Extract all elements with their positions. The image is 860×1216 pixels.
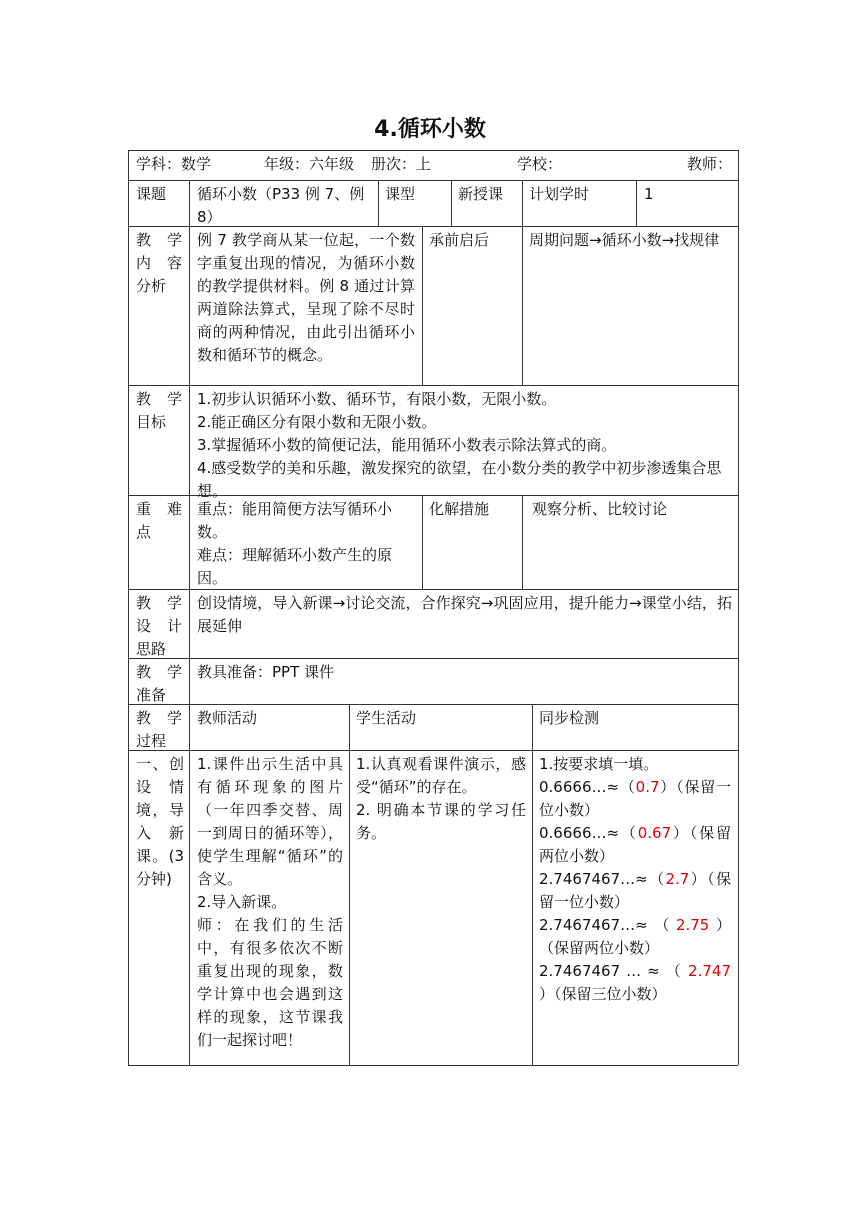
- check-item: 0.6666…≈（0.67）（保留两位小数）: [539, 824, 731, 865]
- check-answer: 2.7: [665, 870, 690, 888]
- teacher-field: 教师：: [687, 155, 733, 173]
- column-divider: [636, 180, 637, 226]
- content-analysis-label: 教 学 内 容 分析: [136, 231, 182, 295]
- difficulty-point: 难点：理解循环小数产生的原因。: [197, 546, 393, 587]
- goals-list: [197, 388, 732, 503]
- goals-label: 教 学 目标: [136, 390, 182, 431]
- volume-field: 册次：上: [371, 155, 432, 173]
- table-border-right: [738, 150, 739, 1065]
- check-answer: 0.7: [635, 778, 660, 796]
- column-divider: [422, 495, 423, 589]
- planned-hours-label: 计划学时: [529, 185, 590, 203]
- check-answer: 2.747: [688, 962, 731, 980]
- row-divider: [128, 750, 738, 751]
- check-answer: 0.67: [637, 824, 672, 842]
- table-border-top: [128, 150, 738, 151]
- lesson-type-value: 新授课: [458, 185, 504, 203]
- row-divider: [128, 704, 738, 705]
- teacher-activity-item: 2.导入新课。: [197, 893, 287, 911]
- key-point: 重点：能用简便方法写循环小数。: [197, 500, 393, 541]
- goal-item: 3.掌握循环小数的简便记法，能用循环小数表示除法算式的商。: [197, 436, 617, 454]
- check-title: 1.按要求填一填。: [539, 755, 659, 773]
- column-divider: [451, 180, 452, 226]
- measures-text: 观察分析、比较讨论: [532, 500, 668, 518]
- student-activity-item: 1.认真观看课件演示，感受“循环”的存在。: [356, 755, 526, 796]
- key-points-label: 重 难 点: [136, 500, 182, 541]
- column-divider: [378, 180, 379, 226]
- label-column-divider: [189, 180, 190, 1065]
- content-analysis-text: 例 7 教学商从某一位起，一个数字重复出现的情况，为循环小数的教学提供材料。例 8 通过计算两道除法算式，呈现了除不尽时商的两种情况，由此引出循环小数和循环节的概念。: [197, 231, 415, 364]
- student-activity-item: 2. 明确本节课的学习任务。: [356, 801, 526, 842]
- goal-item: 1.初步认识循环小数、循环节，有限小数，无限小数。: [197, 390, 557, 408]
- table-border-bottom: [128, 1065, 738, 1066]
- column-divider: [422, 226, 423, 385]
- goal-item: 4.感受数学的美和乐趣，激发探究的欲望，在小数分类的教学中初步渗透集合思想。: [197, 459, 722, 500]
- sync-check-header: 同步检测: [539, 709, 600, 727]
- check-answer: 2.75: [675, 916, 710, 934]
- stage-label: 一、创设 情境，导入 新课。(3 分钟): [136, 755, 184, 888]
- grade-field: 年级：六年级: [264, 155, 355, 173]
- topic-value: 循环小数（P33 例 7、例 8）: [197, 185, 365, 226]
- continuity-text: 周期问题→循环小数→找规律: [529, 231, 720, 249]
- key-points-text: [197, 498, 417, 590]
- check-item: 2.7467467…≈（2.7）（保留一位小数）: [539, 870, 731, 911]
- process-label: 教 学 过程: [136, 709, 182, 750]
- preparation-text: 教具准备：PPT 课件: [197, 663, 335, 681]
- teacher-activity-item: 1.课件出示生活中具有循环现象的图片（一年四季交替、周一到周日的循环等），使学生理解“循环”的含义。: [197, 755, 343, 888]
- teacher-activity-item: 师：在我们的生活中，有很多依次不断重复出现的现象，数学计算中也会遇到这样的现象，这节课我们一起探讨吧！: [197, 916, 343, 1049]
- subject-field: 学科：数学: [136, 155, 212, 173]
- row-divider: [128, 385, 738, 386]
- column-divider: [522, 226, 523, 385]
- table-border-left: [128, 150, 129, 1065]
- student-activity-text: [356, 753, 526, 845]
- preparation-label: 教 学 准备: [136, 663, 182, 704]
- column-divider: [522, 180, 523, 226]
- lesson-type-label: 课型: [385, 185, 416, 203]
- topic-label: 课题: [136, 185, 167, 203]
- design-text: 创设情境，导入新课→讨论交流，合作探究→巩固应用，提升能力→课堂小结，拓展延伸: [197, 594, 732, 635]
- sync-check-text: [539, 753, 731, 1006]
- continuity-label: 承前启后: [429, 231, 490, 249]
- check-item: 2.7467467 … ≈ （ 2.747 ）（保留三位小数）: [539, 962, 731, 1003]
- student-activity-header: 学生活动: [356, 709, 417, 727]
- goal-item: 2.能正确区分有限小数和无限小数。: [197, 413, 437, 431]
- design-label: 教 学 设 计 思路: [136, 594, 182, 658]
- planned-hours-value: 1: [644, 185, 654, 203]
- lesson-plan-table: [128, 150, 738, 1065]
- row-divider: [128, 180, 738, 181]
- teacher-activity-header: 教师活动: [197, 709, 258, 727]
- school-field: 学校：: [517, 155, 563, 173]
- check-item: 2.7467467…≈（2.75）（保留两位小数）: [539, 916, 731, 957]
- measures-label: 化解措施: [429, 500, 490, 518]
- teacher-activity-text: [197, 753, 343, 1052]
- column-divider: [532, 704, 533, 1065]
- column-divider: [522, 495, 523, 589]
- row-divider: [128, 658, 738, 659]
- column-divider: [349, 704, 350, 1065]
- check-item: 0.6666…≈（0.7）（保留一位小数）: [539, 778, 731, 819]
- document-title: 4.循环小数: [374, 117, 486, 142]
